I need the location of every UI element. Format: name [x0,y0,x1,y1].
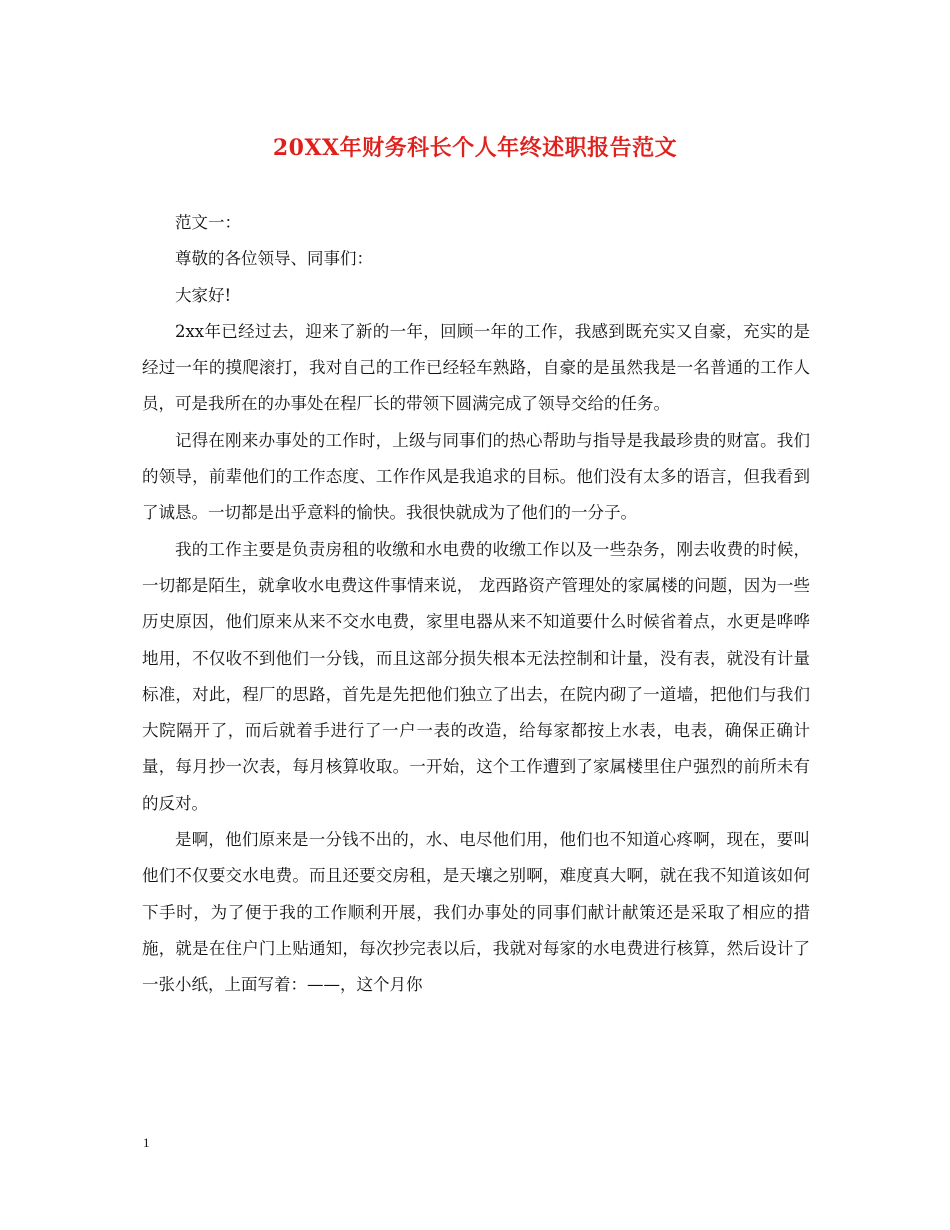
paragraph-body: 2xx年已经过去，迎来了新的一年，回顾一年的工作，我感到既充实又自豪，充实的是经过一年的摸爬滚打，我对自己的工作已经轻车熟路，自豪的是虽然我是一名普通的工作人员，可是我所在的办事处在程厂长的带领下圆满完成了领导交给的任务。 [142,321,810,414]
paragraph-salutation-label: 范文一： [175,213,241,232]
paragraph-body: 我的工作主要是负责房租的收缴和水电费的收缴工作以及一些杂务，刚去收费的时候，一切都是陌生，就拿收水电费这件事情来说， 龙西路资产管理处的家属楼的问题，因为一些历史原因，他们原来从来不交水电费，家里电器从来不知道要什么时候省着点，水更是哗哗地用，不仅收不到他们一分钱，而且这部分损失根本无法控制和计量，没有表，就没有计量标准，对此，程厂的思路，首先是先把他们独立了出去，在院内砌了一道墙，把他们与我们大院隔开了，而后就着手进行了一户一表的改造，给每家都按上水表，电表，确保正确计量，每月抄一次表，每月核算收取。一开始，这个工作遭到了家属楼里住户强烈的前所未有的反对。 [142,539,810,813]
paragraph-greeting: 尊敬的各位领导、同事们： [175,249,373,269]
document-body [142,205,810,1004]
paragraph-body: 记得在刚来办事处的工作时，上级与同事们的热心帮助与指导是我最珍贵的财富。我们的领导，前辈他们的工作态度、工作作风是我追求的目标。他们没有太多的语言，但我看到了诚恳。一切都是出乎意料的愉快。我很快就成为了他们的一分子。 [142,430,810,523]
paragraph-hello: 大家好! [175,285,232,305]
page-number: 1 [143,1135,150,1150]
paragraph-body: 是啊，他们原来是一分钱不出的，水、电尽他们用，他们也不知道心疼啊，现在，要叫他们不仅要交水电费。而且还要交房租，是天壤之别啊，难度真大啊，就在我不知道该如何下手时，为了便于我的工作顺利开展，我们办事处的同事们献计献策还是采取了相应的措施，就是在住户门上贴通知，每次抄完表以后，我就对每家的水电费进行核算，然后设计了一张小纸，上面写着：——，这个月你 [142,830,810,995]
document-title: 20XX年财务科长个人年终述职报告范文 [272,135,678,161]
